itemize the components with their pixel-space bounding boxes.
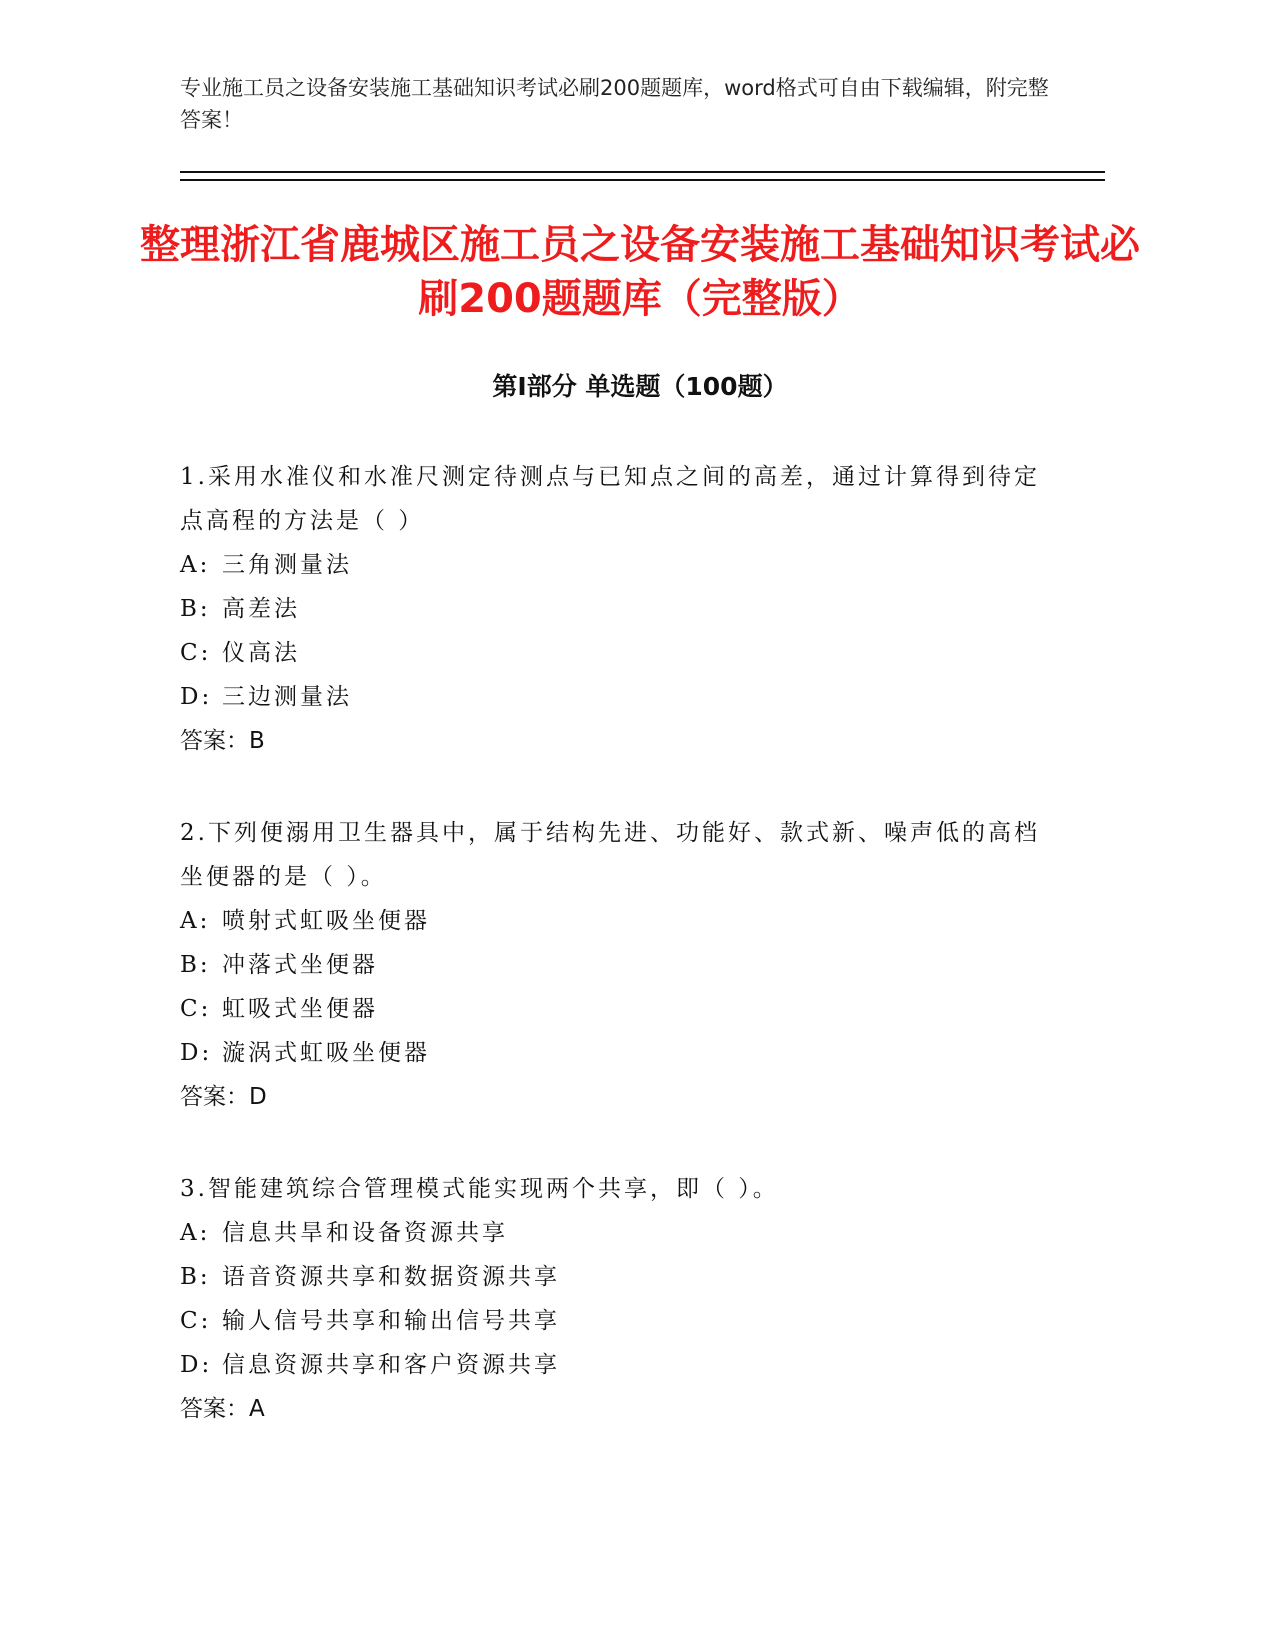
option-text: 三边测量法 — [222, 684, 352, 710]
option-b — [180, 587, 1040, 631]
option-text: 漩涡式虹吸坐便器 — [222, 1040, 430, 1066]
option-text: 三角测量法 — [222, 552, 352, 578]
option-text: 冲落式坐便器 — [222, 952, 378, 978]
question-3 — [180, 1167, 1040, 1431]
option-key: B: — [180, 596, 211, 622]
document-title: 整理浙江省鹿城区施工员之设备安装施工基础知识考试必刷200题题库（完整版） — [140, 222, 1140, 322]
option-text: 信息资源共享和客户资源共享 — [222, 1352, 560, 1378]
option-key: C: — [180, 1308, 212, 1334]
option-text: 高差法 — [222, 596, 300, 622]
option-key: A: — [180, 908, 211, 934]
option-key: D: — [180, 684, 213, 710]
option-d — [180, 1343, 1040, 1387]
option-b — [180, 943, 1040, 987]
option-text: 虹吸式坐便器 — [222, 996, 378, 1022]
option-key: B: — [180, 952, 211, 978]
option-d — [180, 1031, 1040, 1075]
option-c — [180, 631, 1040, 675]
question-2 — [180, 811, 1040, 1119]
question-stem: 3.智能建筑综合管理模式能实现两个共享，即（ ）。 — [180, 1176, 779, 1202]
answer: 答案：A — [180, 1396, 265, 1422]
header-note: 专业施工员之设备安装施工基础知识考试必刷200题题库，word格式可自由下载编辑，附完整答案！ — [180, 76, 1049, 132]
answer: 答案：B — [180, 728, 265, 754]
option-key: B: — [180, 1264, 211, 1290]
option-text: 输人信号共享和输出信号共享 — [222, 1308, 560, 1334]
option-key: D: — [180, 1040, 213, 1066]
option-c — [180, 1299, 1040, 1343]
option-text: 语音资源共享和数据资源共享 — [222, 1264, 560, 1290]
option-c — [180, 987, 1040, 1031]
option-key: C: — [180, 640, 212, 666]
option-a — [180, 899, 1040, 943]
option-key: C: — [180, 996, 212, 1022]
option-key: A: — [180, 552, 211, 578]
option-b — [180, 1255, 1040, 1299]
question-1 — [180, 455, 1040, 763]
header-divider-top — [180, 171, 1105, 173]
option-text: 仪高法 — [222, 640, 300, 666]
answer: 答案：D — [180, 1084, 267, 1110]
option-d — [180, 675, 1040, 719]
option-a — [180, 543, 1040, 587]
question-list — [180, 455, 1040, 1479]
header-divider-bottom — [180, 179, 1105, 181]
option-key: A: — [180, 1220, 211, 1246]
section-title: 第Ⅰ部分 单选题（100题） — [492, 372, 788, 401]
question-stem: 2.下列便溺用卫生器具中，属于结构先进、功能好、款式新、噪声低的高档坐便器的是（ ）。 — [180, 820, 1040, 890]
question-stem: 1.采用水准仪和水准尺测定待测点与已知点之间的高差，通过计算得到待定点高程的方法是（ ） — [180, 464, 1040, 534]
option-a — [180, 1211, 1040, 1255]
option-text: 喷射式虹吸坐便器 — [222, 908, 430, 934]
option-text: 信息共旱和设备资源共享 — [222, 1220, 508, 1246]
option-key: D: — [180, 1352, 213, 1378]
